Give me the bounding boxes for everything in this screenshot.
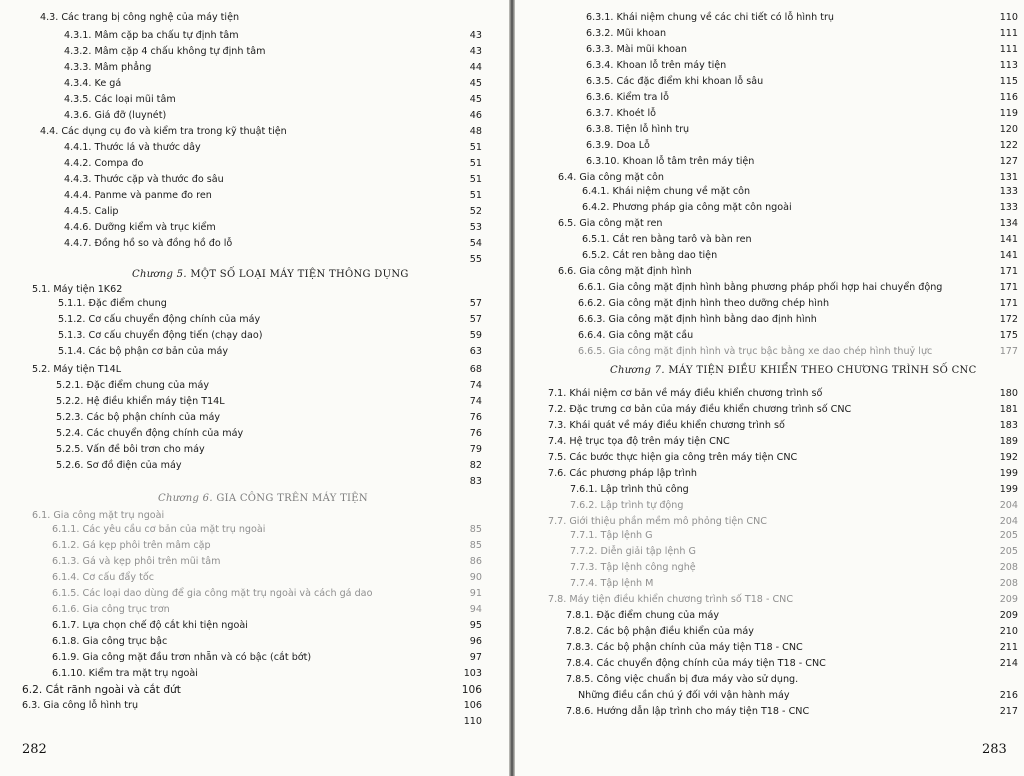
toc-entry-title: 4.3.4. Ke gá bbox=[64, 78, 122, 89]
toc-entry-page: 127 bbox=[999, 156, 1018, 167]
toc-entry-title: 7.8.1. Đặc điểm chung của máy bbox=[566, 610, 720, 621]
toc-entry bbox=[578, 312, 1018, 328]
toc-entry-title: 7.8.5. Công việc chuẩn bị đưa máy vào sử dụng. bbox=[566, 674, 799, 685]
toc-entry-page: 68 bbox=[469, 364, 482, 375]
toc-entry-page: 111 bbox=[999, 28, 1018, 39]
toc-entry-page: 43 bbox=[469, 46, 482, 57]
toc-entry bbox=[566, 608, 1018, 624]
toc-entry-page: 76 bbox=[469, 412, 482, 423]
toc-entry bbox=[570, 544, 1018, 560]
toc-entry bbox=[56, 378, 482, 394]
toc-entry-page: 110 bbox=[999, 12, 1018, 23]
toc-entry-title: 6.4.1. Khái niệm chung về mặt côn bbox=[582, 186, 751, 197]
toc-entry-page: 85 bbox=[469, 540, 482, 551]
toc-entry-title: 6.3.8. Tiện lỗ hình trụ bbox=[586, 124, 690, 135]
toc-entry-page: 141 bbox=[999, 250, 1018, 261]
toc-entry-page: 53 bbox=[469, 222, 482, 233]
toc-entry bbox=[570, 560, 1018, 576]
toc-entry bbox=[548, 434, 1018, 450]
toc-entry-title: 6.1.1. Các yêu cầu cơ bản của mặt trụ ngoài bbox=[52, 524, 266, 535]
toc-entry-page: 45 bbox=[469, 94, 482, 105]
toc-entry-title: 6.3.7. Khoét lỗ bbox=[586, 108, 656, 119]
toc-entry-title: 7.8. Máy tiện điều khiển chương trình số T18 - CNC bbox=[548, 594, 794, 605]
toc-entry bbox=[22, 698, 482, 714]
toc-entry bbox=[56, 426, 482, 442]
toc-entry-title: 5.2.2. Hệ điều khiển máy tiện T14L bbox=[56, 396, 225, 407]
toc-entry bbox=[566, 656, 1018, 672]
toc-entry-title: 7.7. Giới thiệu phần mềm mô phỏng tiện CNC bbox=[548, 516, 767, 527]
toc-entry bbox=[52, 634, 482, 650]
toc-entry-page: 209 bbox=[999, 610, 1018, 621]
toc-entry bbox=[558, 264, 1018, 280]
toc-entry-title: 5.2.6. Sơ đồ điện của máy bbox=[56, 460, 182, 471]
toc-entry bbox=[570, 528, 1018, 544]
toc-entry-page: 171 bbox=[999, 298, 1018, 309]
toc-entry bbox=[548, 386, 1018, 402]
toc-entry-page: 217 bbox=[999, 706, 1018, 717]
toc-entry bbox=[548, 450, 1018, 466]
toc-entry-page: 97 bbox=[469, 652, 482, 663]
toc-entry-title: 6.6. Gia công mặt định hình bbox=[558, 266, 692, 277]
chapter-title: MỘT SỐ LOẠI MÁY TIỆN THÔNG DỤNG bbox=[190, 269, 409, 280]
toc-entry bbox=[558, 216, 1018, 232]
toc-entry-page: 208 bbox=[999, 562, 1018, 573]
toc-entry bbox=[52, 586, 482, 602]
toc-entry-title: 6.1.8. Gia công trục bậc bbox=[52, 636, 168, 647]
toc-entry-page: 63 bbox=[469, 346, 482, 357]
toc-entry-title: 6.3.1. Khái niệm chung về các chi tiết có lỗ hình trụ bbox=[586, 12, 835, 23]
toc-entry-title: 4.3.1. Mâm cặp ba chấu tự định tâm bbox=[64, 30, 239, 41]
toc-entry-page: 96 bbox=[469, 636, 482, 647]
toc-entry bbox=[578, 688, 1018, 704]
toc-entry-title: 6.1.5. Các loại dao dùng để gia công mặt trụ ngoài và cách gá dao bbox=[52, 588, 373, 599]
toc-entry-page: 171 bbox=[999, 282, 1018, 293]
toc-entry-page: 103 bbox=[463, 668, 482, 679]
chapter-label: Chương 6. bbox=[158, 493, 213, 504]
chapter-heading bbox=[610, 362, 977, 380]
toc-entry-page: 204 bbox=[999, 516, 1018, 527]
toc-entry-page: 106 bbox=[463, 700, 482, 711]
toc-entry-page: 94 bbox=[469, 604, 482, 615]
toc-entry-title: 6.4. Gia công mặt côn bbox=[558, 172, 665, 183]
toc-entry bbox=[548, 418, 1018, 434]
toc-entry-page: 74 bbox=[469, 396, 482, 407]
toc-entry bbox=[64, 188, 482, 204]
toc-entry-title: 6.3.9. Doa Lỗ bbox=[586, 140, 650, 151]
toc-entry bbox=[566, 672, 1018, 688]
toc-entry-title: 6.1.3. Gá và kẹp phôi trên mũi tâm bbox=[52, 556, 221, 567]
toc-entry-title: 5.1.4. Các bộ phận cơ bản của máy bbox=[58, 346, 229, 357]
toc-entry-title: 7.8.3. Các bộ phận chính của máy tiện T18 - CNC bbox=[566, 642, 803, 653]
toc-entry-page: 95 bbox=[469, 620, 482, 631]
toc-entry bbox=[586, 154, 1018, 170]
toc-entry-page: 210 bbox=[999, 626, 1018, 637]
toc-entry-page: 83 bbox=[469, 476, 482, 487]
left-page bbox=[0, 0, 510, 776]
toc-entry bbox=[586, 138, 1018, 154]
toc-entry-title: 7.6. Các phương pháp lập trình bbox=[548, 468, 698, 479]
toc-entry-title: 5.2.1. Đặc điểm chung của máy bbox=[56, 380, 210, 391]
toc-entry-title: 6.6.2. Gia công mặt định hình theo dưỡng chép hình bbox=[578, 298, 830, 309]
toc-entry-title: 5.2. Máy tiện T14L bbox=[32, 364, 122, 375]
toc-entry-title: 6.1.6. Gia công trục trơn bbox=[52, 604, 170, 615]
toc-entry-title: 4.3. Các trang bị công nghệ của máy tiện bbox=[40, 12, 240, 23]
toc-entry-title: Những điều cần chú ý đối với vận hành máy bbox=[578, 690, 790, 701]
toc-entry bbox=[578, 344, 1018, 360]
chapter-heading bbox=[132, 266, 409, 284]
toc-entry-page: 111 bbox=[999, 44, 1018, 55]
toc-entry-title: 7.7.1. Tập lệnh G bbox=[570, 530, 653, 541]
toc-entry-page: 46 bbox=[469, 110, 482, 121]
toc-entry bbox=[566, 704, 1018, 720]
toc-entry-title: 7.3. Khái quát về máy điều khiển chương trình số bbox=[548, 420, 785, 431]
toc-entry bbox=[582, 184, 1018, 200]
toc-entry-title: 6.3.3. Mài mũi khoan bbox=[586, 44, 687, 55]
toc-entry bbox=[64, 204, 482, 220]
toc-entry bbox=[578, 328, 1018, 344]
toc-entry-title: 4.4.7. Đồng hồ so và đồng hồ đo lỗ bbox=[64, 238, 233, 249]
toc-entry bbox=[52, 570, 482, 586]
toc-entry bbox=[548, 402, 1018, 418]
toc-entry-page: 48 bbox=[469, 126, 482, 137]
right-page bbox=[514, 0, 1024, 776]
toc-entry-page: 134 bbox=[999, 218, 1018, 229]
toc-entry-title: 4.4.2. Compa đo bbox=[64, 158, 144, 169]
toc-entry bbox=[586, 90, 1018, 106]
toc-entry bbox=[52, 554, 482, 570]
toc-entry-title: 6.3. Gia công lỗ hình trụ bbox=[22, 700, 139, 711]
toc-entry-page: 122 bbox=[999, 140, 1018, 151]
toc-entry-title: 6.1.9. Gia công mặt đầu trơn nhẵn và có bậc (cắt bớt) bbox=[52, 652, 312, 663]
toc-entry bbox=[586, 106, 1018, 122]
toc-entry bbox=[64, 220, 482, 236]
toc-entry bbox=[64, 172, 482, 188]
toc-entry-title: 7.5. Các bước thực hiện gia công trên máy tiện CNC bbox=[548, 452, 798, 463]
toc-entry-page: 106 bbox=[461, 684, 482, 696]
toc-entry-page: 116 bbox=[999, 92, 1018, 103]
chapter-title: MÁY TIỆN ĐIỀU KHIỂN THEO CHƯƠNG TRÌNH SỐ CNC bbox=[668, 365, 977, 376]
toc-entry-page: 120 bbox=[999, 124, 1018, 135]
toc-entry bbox=[586, 26, 1018, 42]
toc-entry-title: 4.4.5. Calip bbox=[64, 206, 119, 217]
toc-entry-page: 209 bbox=[999, 594, 1018, 605]
toc-entry-page: 44 bbox=[469, 62, 482, 73]
toc-entry-page: 180 bbox=[999, 388, 1018, 399]
toc-entry bbox=[566, 640, 1018, 656]
toc-entry bbox=[64, 60, 482, 76]
toc-entry-page: 183 bbox=[999, 420, 1018, 431]
toc-entry-title: 4.4.1. Thước lá và thước dây bbox=[64, 142, 201, 153]
toc-entry-page: 175 bbox=[999, 330, 1018, 341]
toc-entry bbox=[548, 466, 1018, 482]
chapter-label: Chương 7. bbox=[610, 365, 665, 376]
chapter-title: GIA CÔNG TRÊN MÁY TIỆN bbox=[216, 493, 368, 504]
toc-entry-page: 199 bbox=[999, 468, 1018, 479]
toc-entry-page: 141 bbox=[999, 234, 1018, 245]
toc-entry bbox=[56, 442, 482, 458]
toc-entry-title: 6.2. Cắt rãnh ngoài và cắt đứt bbox=[22, 684, 181, 696]
toc-entry bbox=[586, 42, 1018, 58]
toc-entry-title: 6.3.4. Khoan lỗ trên máy tiện bbox=[586, 60, 727, 71]
toc-entry-title: 4.4.4. Panme và panme đo ren bbox=[64, 190, 212, 201]
toc-entry-title: 7.8.6. Hướng dẫn lập trình cho máy tiện T18 - CNC bbox=[566, 706, 810, 717]
toc-entry-page: 211 bbox=[999, 642, 1018, 653]
toc-entry-title: 6.1.7. Lựa chọn chế độ cắt khi tiện ngoài bbox=[52, 620, 248, 631]
toc-entry-title: 7.7.3. Tập lệnh công nghệ bbox=[570, 562, 696, 573]
toc-entry-title: 7.4. Hệ trục tọa độ trên máy tiện CNC bbox=[548, 436, 730, 447]
toc-entry-page: 110 bbox=[463, 716, 482, 727]
toc-entry bbox=[64, 28, 482, 44]
toc-entry bbox=[22, 682, 482, 698]
toc-entry-title: 4.4.3. Thước cặp và thước đo sâu bbox=[64, 174, 224, 185]
toc-entry bbox=[58, 312, 482, 328]
toc-entry-title: 6.3.10. Khoan lỗ tâm trên máy tiện bbox=[586, 156, 755, 167]
toc-entry-page: 172 bbox=[999, 314, 1018, 325]
toc-entry bbox=[570, 482, 1018, 498]
toc-entry-page: 205 bbox=[999, 530, 1018, 541]
toc-entry-page: 181 bbox=[999, 404, 1018, 415]
toc-entry-title: 6.1.2. Gá kẹp phôi trên mâm cặp bbox=[52, 540, 211, 551]
toc-entry-page: 171 bbox=[999, 266, 1018, 277]
toc-entry bbox=[64, 156, 482, 172]
toc-entry bbox=[582, 232, 1018, 248]
toc-entry bbox=[570, 576, 1018, 592]
toc-entry-page: 214 bbox=[999, 658, 1018, 669]
toc-entry-title: 4.4. Các dụng cụ đo và kiểm tra trong kỹ thuật tiện bbox=[40, 126, 287, 137]
toc-entry-page: 115 bbox=[999, 76, 1018, 87]
toc-entry bbox=[32, 362, 482, 378]
toc-entry-page: 208 bbox=[999, 578, 1018, 589]
toc-entry-title: 5.2.4. Các chuyển động chính của máy bbox=[56, 428, 244, 439]
toc-entry-title: 7.6.1. Lập trình thủ công bbox=[570, 484, 689, 495]
toc-entry-title: 6.4.2. Phương pháp gia công mặt côn ngoài bbox=[582, 202, 792, 213]
toc-entry-page: 79 bbox=[469, 444, 482, 455]
toc-entry bbox=[58, 344, 482, 360]
toc-entry-page: 52 bbox=[469, 206, 482, 217]
toc-entry bbox=[52, 666, 482, 682]
toc-entry-page: 177 bbox=[999, 346, 1018, 357]
toc-entry-title: 6.5.1. Cắt ren bằng tarô và bàn ren bbox=[582, 234, 752, 245]
toc-entry-title: 6.6.3. Gia công mặt định hình bằng dao định hình bbox=[578, 314, 817, 325]
toc-entry-title: 7.6.2. Lập trình tự động bbox=[570, 500, 684, 511]
toc-entry-page: 54 bbox=[469, 238, 482, 249]
toc-entry-title: 6.3.5. Các đặc điểm khi khoan lỗ sâu bbox=[586, 76, 764, 87]
toc-entry-page: 85 bbox=[469, 524, 482, 535]
toc-entry-title: 4.3.5. Các loại mũi tâm bbox=[64, 94, 176, 105]
toc-entry-title: 6.1.4. Cơ cấu đẩy tốc bbox=[52, 572, 155, 583]
toc-entry-page: 133 bbox=[999, 186, 1018, 197]
toc-entry-page: 131 bbox=[999, 172, 1018, 183]
toc-entry-page: 204 bbox=[999, 500, 1018, 511]
toc-entry-title: 4.3.2. Mâm cặp 4 chấu không tự định tâm bbox=[64, 46, 266, 57]
toc-entry-page: 86 bbox=[469, 556, 482, 567]
toc-entry bbox=[56, 458, 482, 474]
toc-entry-page: 55 bbox=[469, 254, 482, 265]
toc-entry-page: 113 bbox=[999, 60, 1018, 71]
toc-entry-page: 192 bbox=[999, 452, 1018, 463]
toc-entry-page: 45 bbox=[469, 78, 482, 89]
toc-entry bbox=[578, 280, 1018, 296]
toc-entry bbox=[586, 10, 1018, 26]
toc-entry-page: 51 bbox=[469, 158, 482, 169]
page-number: 283 bbox=[982, 742, 1007, 757]
toc-entry-title: 5.1.1. Đặc điểm chung bbox=[58, 298, 167, 309]
toc-entry-title: 6.3.6. Kiểm tra lỗ bbox=[586, 92, 669, 103]
toc-entry bbox=[52, 538, 482, 554]
toc-entry-page: 133 bbox=[999, 202, 1018, 213]
toc-entry-title: 7.7.2. Diễn giải tập lệnh G bbox=[570, 546, 696, 557]
toc-entry-title: 6.3.2. Mũi khoan bbox=[586, 28, 667, 39]
toc-entry-title: 7.8.2. Các bộ phận điều khiển của máy bbox=[566, 626, 754, 637]
toc-entry bbox=[586, 122, 1018, 138]
toc-entry-page: 189 bbox=[999, 436, 1018, 447]
toc-entry bbox=[22, 714, 482, 730]
toc-entry-title: 6.1.10. Kiểm tra mặt trụ ngoài bbox=[52, 668, 198, 679]
toc-entry-title: 6.6.5. Gia công mặt định hình và trục bậc bằng xe dao chép hình thuỷ lực bbox=[578, 346, 933, 357]
toc-entry-page: 76 bbox=[469, 428, 482, 439]
toc-entry bbox=[40, 10, 482, 26]
toc-entry-page: 57 bbox=[469, 298, 482, 309]
toc-entry bbox=[52, 602, 482, 618]
toc-entry-page: 82 bbox=[469, 460, 482, 471]
chapter-heading bbox=[158, 490, 368, 508]
toc-entry-title: 6.6.1. Gia công mặt định hình bằng phương pháp phối hợp hai chuyển động bbox=[578, 282, 943, 293]
toc-entry-title: 5.2.5. Vấn đề bôi trơn cho máy bbox=[56, 444, 205, 455]
toc-entry-page: 51 bbox=[469, 142, 482, 153]
toc-entry bbox=[52, 522, 482, 538]
toc-entry bbox=[58, 296, 482, 312]
toc-entry-page: 216 bbox=[999, 690, 1018, 701]
toc-entry-title: 7.7.4. Tập lệnh M bbox=[570, 578, 654, 589]
toc-entry-page: 57 bbox=[469, 314, 482, 325]
toc-entry-title: 6.6.4. Gia công mặt cầu bbox=[578, 330, 694, 341]
toc-entry-page: 59 bbox=[469, 330, 482, 341]
toc-entry-page: 91 bbox=[469, 588, 482, 599]
book-gutter bbox=[509, 0, 515, 776]
toc-entry bbox=[56, 394, 482, 410]
toc-entry-page: 199 bbox=[999, 484, 1018, 495]
toc-entry bbox=[586, 74, 1018, 90]
toc-entry-title: 7.2. Đặc trưng cơ bản của máy điều khiển chương trình số CNC bbox=[548, 404, 852, 415]
toc-entry bbox=[566, 624, 1018, 640]
toc-entry-title: 5.2.3. Các bộ phận chính của máy bbox=[56, 412, 221, 423]
toc-entry-title: 5.1. Máy tiện 1K62 bbox=[32, 284, 123, 295]
toc-entry bbox=[64, 76, 482, 92]
toc-entry bbox=[570, 498, 1018, 514]
chapter-label: Chương 5. bbox=[132, 269, 187, 280]
toc-entry bbox=[578, 296, 1018, 312]
toc-entry bbox=[64, 140, 482, 156]
toc-entry-title: 4.4.6. Dưỡng kiểm và trục kiểm bbox=[64, 222, 216, 233]
toc-entry-title: 4.3.6. Giá đỡ (luynét) bbox=[64, 110, 167, 121]
toc-entry-page: 51 bbox=[469, 190, 482, 201]
toc-entry-page: 51 bbox=[469, 174, 482, 185]
toc-entry bbox=[64, 92, 482, 108]
toc-entry-title: 5.1.2. Cơ cấu chuyển động chính của máy bbox=[58, 314, 261, 325]
toc-entry-title: 5.1.3. Cơ cấu chuyển động tiến (chạy dao) bbox=[58, 330, 263, 341]
toc-entry-title: 7.1. Khái niệm cơ bản về máy điều khiển chương trình số bbox=[548, 388, 823, 399]
toc-entry bbox=[52, 618, 482, 634]
toc-entry-title: 6.1. Gia công mặt trụ ngoài bbox=[32, 510, 165, 521]
toc-entry-page: 74 bbox=[469, 380, 482, 391]
toc-entry bbox=[582, 248, 1018, 264]
toc-entry bbox=[40, 124, 482, 140]
toc-entry bbox=[56, 410, 482, 426]
toc-entry-title: 4.3.3. Mâm phẳng bbox=[64, 62, 152, 73]
toc-entry bbox=[64, 236, 482, 252]
toc-entry bbox=[52, 650, 482, 666]
toc-entry bbox=[58, 328, 482, 344]
toc-entry bbox=[586, 58, 1018, 74]
toc-entry-title: 7.8.4. Các chuyển động chính của máy tiện T18 - CNC bbox=[566, 658, 826, 669]
toc-entry bbox=[582, 200, 1018, 216]
toc-entry-page: 205 bbox=[999, 546, 1018, 557]
toc-entry bbox=[64, 44, 482, 60]
toc-entry-title: 6.5. Gia công mặt ren bbox=[558, 218, 663, 229]
toc-entry-page: 90 bbox=[469, 572, 482, 583]
toc-entry bbox=[56, 474, 482, 490]
toc-entry-page: 119 bbox=[999, 108, 1018, 119]
toc-entry-page: 43 bbox=[469, 30, 482, 41]
toc-entry bbox=[64, 108, 482, 124]
toc-entry-title: 6.5.2. Cắt ren bằng dao tiện bbox=[582, 250, 718, 261]
toc-entry bbox=[548, 592, 1018, 608]
page-number: 282 bbox=[22, 742, 47, 757]
